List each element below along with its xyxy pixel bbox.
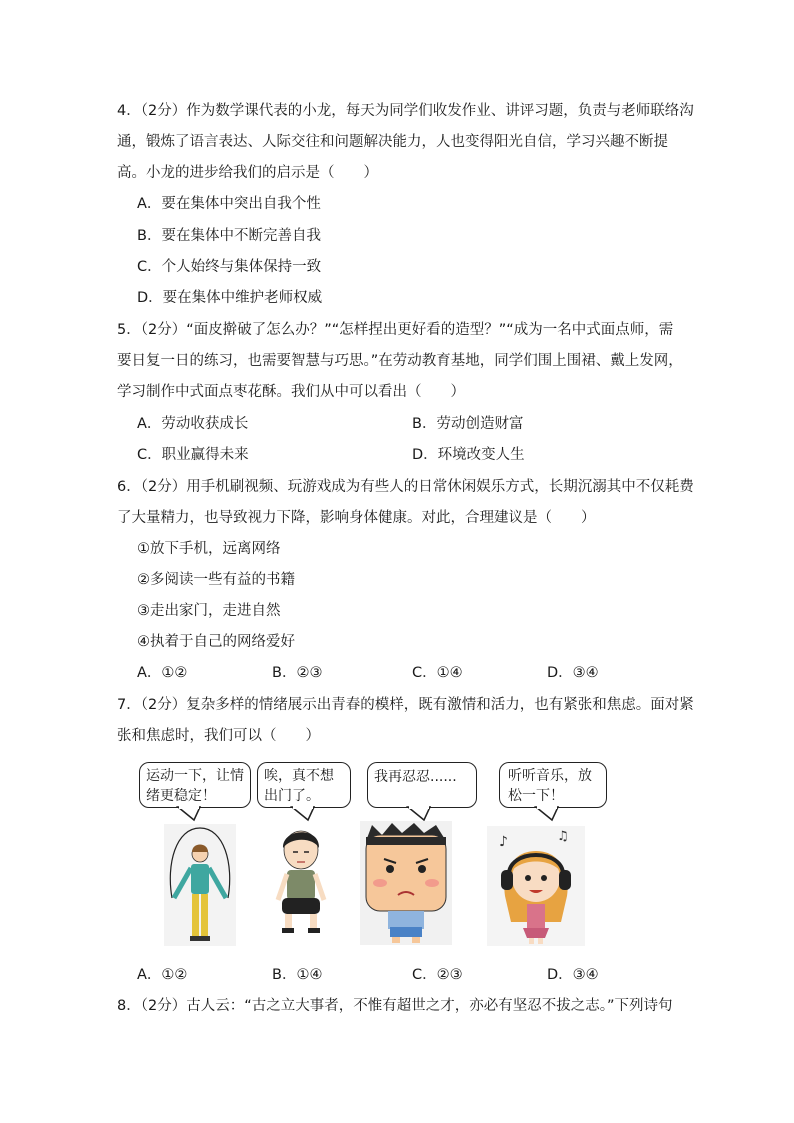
q4-stem-line-3: 高。小龙的进步给我们的启示是（ ） [117, 165, 378, 181]
q5-option-b: B．劳动创造财富 [412, 416, 524, 432]
q5-option-a: A．劳动收获成长 [137, 416, 249, 432]
bubble-tail-1 [176, 806, 206, 822]
q6-item-1: ①放下手机，远离网络 [137, 541, 281, 557]
q6-item-2: ②多阅读一些有益的书籍 [137, 572, 295, 588]
q6-item-4: ④执着于自己的网络爱好 [137, 634, 295, 650]
q6-option-c: C．①④ [412, 665, 463, 681]
q6-option-a: A．①② [137, 665, 188, 681]
bubble-tail-2 [290, 806, 320, 822]
q6-stem-line-2: 了大量精力，也导致视力下降，影响身体健康。对此，合理建议是（ ） [117, 510, 596, 526]
q5-stem-line-2: 要日复一日的练习，也需要智慧与巧思。”在劳动教育基地，同学们围上围裙、戴上发网， [117, 353, 683, 369]
q5-option-c: C．职业赢得未来 [137, 447, 249, 463]
speech-bubble-3: 我再忍忍...... [367, 762, 477, 808]
speech-bubble-2: 唉，真不想出门了。 [257, 762, 351, 808]
q7-stem-line-2: 张和焦虑时，我们可以（ ） [117, 728, 320, 744]
q7-option-b: B．①④ [272, 967, 323, 983]
svg-text:♫: ♫ [557, 829, 569, 844]
q7-option-d: D．③④ [547, 967, 599, 983]
q7-stem-line-1: 7．（2分）复杂多样的情绪展示出青春的模样，既有激情和活力，也有紧张和焦虑。面对紧 [117, 697, 694, 713]
q8-stem-line-1: 8．（2分）古人云：“古之立大事者，不惟有超世之才，亦必有坚忍不拔之志。”下列诗句 [117, 998, 673, 1014]
q5-stem-line-1: 5．（2分）“面皮擀破了怎么办？”“怎样捏出更好看的造型？”“成为一名中式面点师，需 [117, 322, 674, 338]
q5-option-d: D．环境改变人生 [412, 447, 525, 463]
sitting-boy-illustration [270, 824, 332, 934]
q7-option-c: C．②③ [412, 967, 463, 983]
speech-bubble-1: 运动一下，让情绪更稳定！ [139, 762, 251, 808]
bubble-tail-3 [406, 806, 436, 822]
q6-option-b: B．②③ [272, 665, 323, 681]
q6-stem-line-1: 6．（2分）用手机刷视频、玩游戏成为有些人的日常休闲娱乐方式，长期沉溺其中不仅耗费 [117, 479, 694, 495]
q5-stem-line-3: 学习制作中式面点枣花酥。我们从中可以看出（ ） [117, 384, 465, 400]
bubble-tail-4 [534, 806, 564, 822]
worried-boy-illustration [360, 821, 452, 945]
q6-option-d: D．③④ [547, 665, 599, 681]
jump-rope-girl-illustration [164, 824, 236, 946]
q4-stem-line-1: 4．（2分）作为数学课代表的小龙，每天为同学们收发作业、讲评习题，负责与老师联络沟 [117, 103, 694, 119]
q6-item-3: ③走出家门，走进自然 [137, 603, 281, 619]
headphone-girl-illustration [487, 826, 585, 946]
q7-option-a: A．①② [137, 967, 188, 983]
svg-text:♪: ♪ [499, 834, 508, 850]
q4-option-b: B．要在集体中不断完善自我 [137, 228, 321, 244]
q4-stem-line-2: 通，锻炼了语言表达、人际交往和问题解决能力，人也变得阳光自信，学习兴趣不断提 [117, 134, 668, 150]
q4-option-c: C．个人始终与集体保持一致 [137, 259, 322, 275]
q4-option-a: A．要在集体中突出自我个性 [137, 196, 321, 212]
q4-option-d: D．要在集体中维护老师权威 [137, 290, 323, 306]
speech-bubble-4: 听听音乐，放松一下！ [499, 762, 607, 808]
